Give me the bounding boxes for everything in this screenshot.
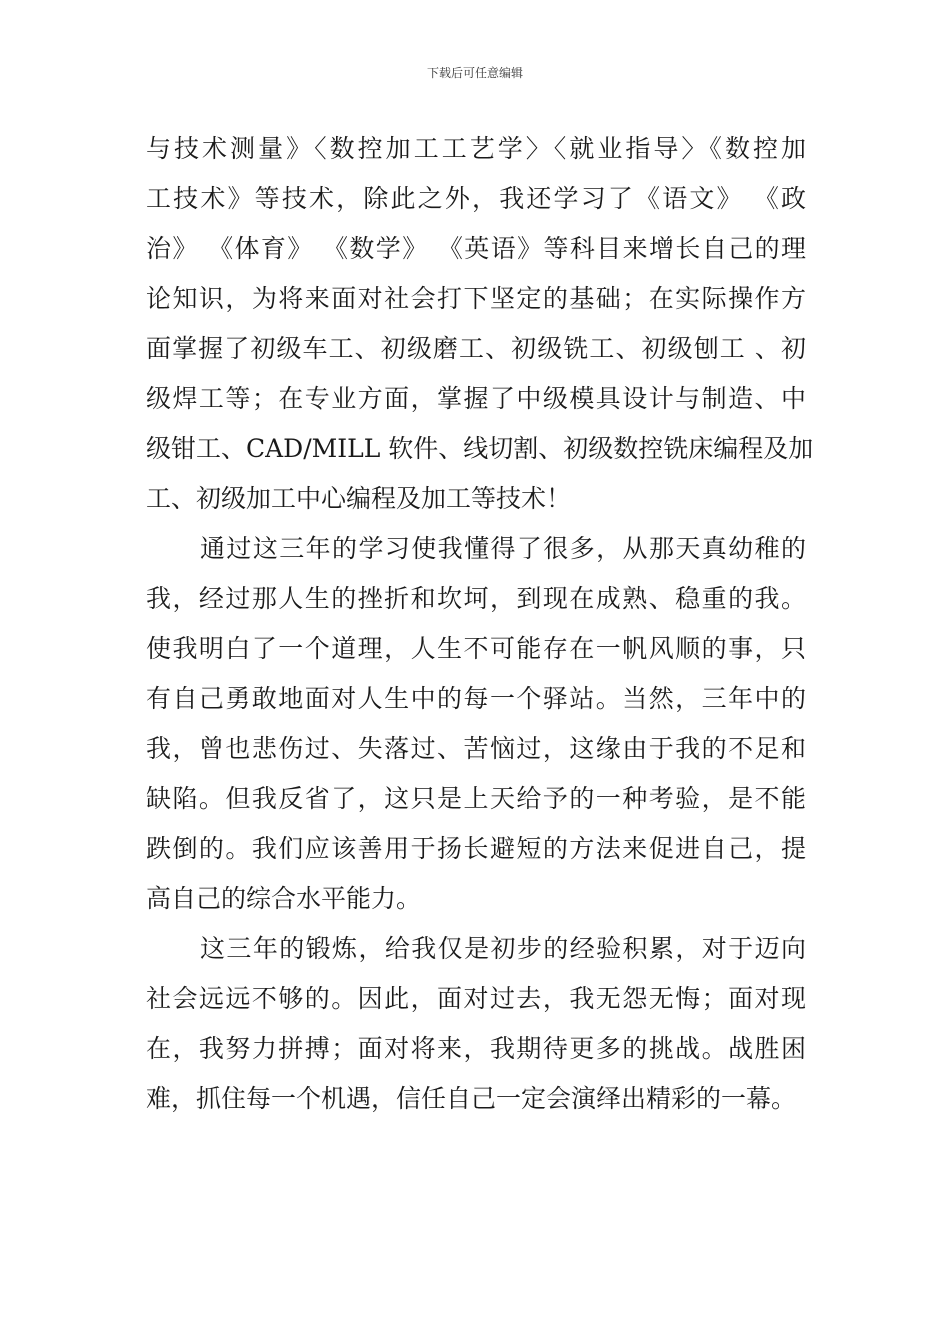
text-line: 与技术测量》〈数控加工工艺学〉〈就业指导〉《数控加 xyxy=(146,134,806,163)
text-line: 治》 《体育》 《数学》 《英语》等科目来增长自己的理 xyxy=(146,234,806,263)
text-line: 面掌握了初级车工、初级磨工、初级铣工、初级刨工 、初 xyxy=(146,334,806,363)
paragraph-3 xyxy=(146,924,806,1124)
text-line: 级钳工、CAD/MILL 软件、线切割、初级数控铣床编程及加 xyxy=(146,434,814,463)
text-line: 缺陷。但我反省了，这只是上天给予的一种考验，是不能 xyxy=(146,784,806,813)
text-line: 有自己勇敢地面对人生中的每一个驿站。当然，三年中的 xyxy=(146,684,806,713)
page-header: 下载后可任意编辑 xyxy=(426,66,523,80)
text-line: 这三年的锻炼，给我仅是初步的经验积累，对于迈向 xyxy=(200,934,806,963)
text-line: 工、初级加工中心编程及加工等技术！ xyxy=(146,484,572,513)
text-line: 高自己的综合水平能力。 xyxy=(146,884,422,913)
text-line: 使我明白了一个道理，人生不可能存在一帆风顺的事，只 xyxy=(146,634,806,663)
text-line: 难，抓住每一个机遇，信任自己一定会演绎出精彩的一幕。 xyxy=(146,1084,797,1113)
text-line: 社会远远不够的。因此，面对过去，我无怨无悔；面对现 xyxy=(146,984,806,1013)
text-line: 我，经过那人生的挫折和坎坷，到现在成熟、稳重的我。 xyxy=(146,584,806,613)
text-line: 通过这三年的学习使我懂得了很多，从那天真幼稚的 xyxy=(200,534,806,563)
text-line: 我，曾也悲伤过、失落过、苦恼过，这缘由于我的不足和 xyxy=(146,734,806,763)
text-line: 工技术》等技术，除此之外，我还学习了《语文》 《政 xyxy=(146,184,806,213)
text-line: 级焊工等；在专业方面，掌握了中级模具设计与制造、中 xyxy=(146,384,806,413)
paragraph-1 xyxy=(146,124,814,524)
document-body xyxy=(146,124,814,1124)
text-line: 论知识，为将来面对社会打下坚定的基础；在实际操作方 xyxy=(146,284,806,313)
paragraph-2 xyxy=(146,524,806,924)
text-line: 跌倒的。我们应该善用于扬长避短的方法来促进自己，提 xyxy=(146,834,806,863)
text-line: 在，我努力拼搏；面对将来，我期待更多的挑战。战胜困 xyxy=(146,1034,806,1063)
